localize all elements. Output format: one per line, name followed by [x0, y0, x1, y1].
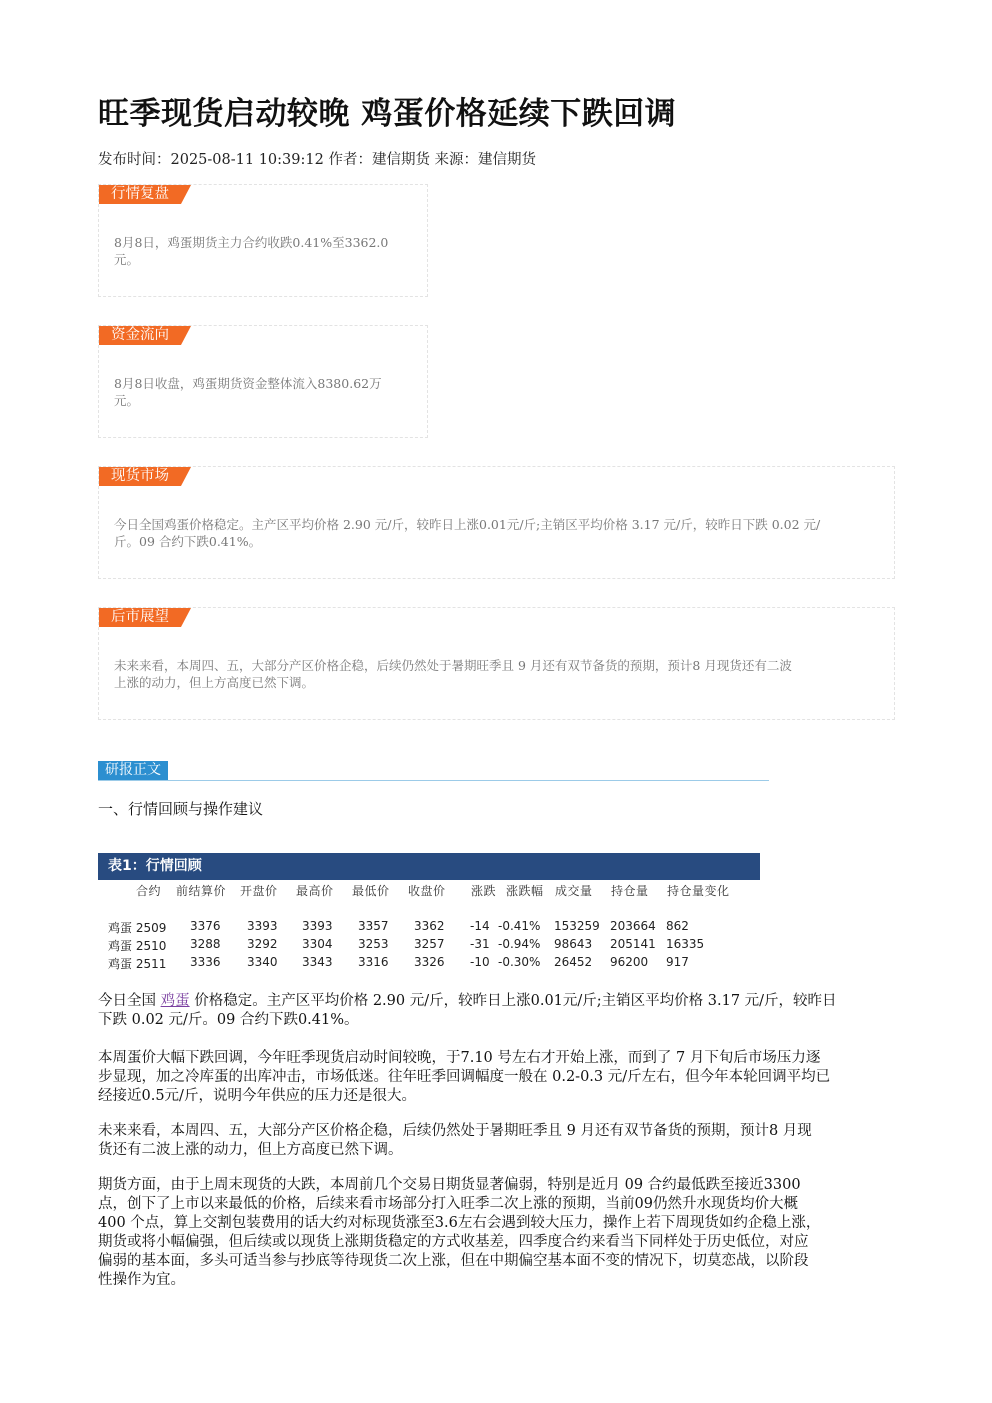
text-line: 步显现，加之冷库蛋的出库冲击，市场低迷。往年旺季回调幅度一般在 0.2-0.3 元/斤左右，但今年本轮回调平均已: [98, 1069, 831, 1085]
table-header-cell: 合约: [136, 884, 162, 898]
table-cell: 3393: [302, 919, 333, 933]
table-header-cell: 涨跌: [471, 884, 497, 898]
table-cell: 3376: [190, 919, 221, 933]
table-header-cell: 最高价: [296, 884, 334, 898]
box-text: [114, 234, 388, 268]
text-line: 今日全国鸡蛋价格稳定。主产区平均价格 2.90 元/斤，较昨日上涨0.01元/斤;主销区平均价格 3.17 元/斤，较昨日下跌 0.02 元/: [114, 517, 821, 532]
table-cell: 3362: [414, 919, 445, 933]
table-cell: 26452: [554, 955, 593, 969]
table-cell: 3336: [190, 955, 221, 969]
table-cell: 3340: [247, 955, 278, 969]
table-cell: -0.41%: [498, 919, 541, 933]
section-heading: 一、行情回顾与操作建议: [98, 800, 264, 818]
table-cell: 96200: [610, 955, 649, 969]
box-capital-flow: [98, 325, 428, 438]
table-row-contract: 鸡蛋 2509: [108, 921, 167, 935]
text-line: 经接近0.5元/斤，说明今年供应的压力还是很大。: [98, 1088, 416, 1104]
report-divider: [98, 780, 769, 781]
text-line: 偏弱的基本面，多头可适当参与抄底等待现货二次上涨，但在中期偏空基本面不变的情况下，切莫恋战，以阶段: [98, 1253, 809, 1269]
table-row-contract: 鸡蛋 2510: [108, 939, 167, 953]
table-cell: -31: [470, 937, 490, 951]
box-market-review: [98, 184, 428, 297]
table-cell: 917: [666, 955, 689, 969]
text-line: 货还有二波上涨的动力，但上方高度已然下调。: [98, 1142, 403, 1158]
table-header-cell: 前结算价: [176, 884, 227, 898]
table-cell: -10: [470, 955, 490, 969]
box-text: [114, 516, 820, 550]
table-cell: 3253: [358, 937, 389, 951]
table-cell: -0.94%: [498, 937, 541, 951]
text-line: 期货或将小幅偏强，但后续或以现货上涨期货稳定的方式收基差，四季度合约来看当下同样处于历史低位，对应: [98, 1234, 809, 1250]
table-header-cell: 最低价: [352, 884, 390, 898]
text-line: 未来来看，本周四、五，大部分产区价格企稳，后续仍然处于暑期旺季且 9 月还有双节备货的预期，预计8 月现: [98, 1123, 812, 1139]
text-line: 元。: [114, 252, 140, 267]
table-header-cell: 收盘价: [408, 884, 446, 898]
table-cell: 3288: [190, 937, 221, 951]
tag-capital-flow: 资金流向: [99, 326, 181, 345]
text-line: 8月8日，鸡蛋期货主力合约收跌0.41%至3362.0: [114, 235, 389, 250]
paragraph-4: [98, 1176, 894, 1290]
table-cell: 205141: [610, 937, 656, 951]
text-line: 性操作为宜。: [98, 1272, 185, 1288]
text-line: 400 个点，算上交割包装费用的话大约对标现货涨至3.6左右会遇到较大压力，操作上若下周现货如约企稳上涨，: [98, 1215, 821, 1231]
box-text: [114, 657, 792, 691]
paragraph-3: [98, 1122, 894, 1160]
table-title: 表1：行情回顾: [98, 853, 760, 880]
text-line: 未来来看，本周四、五，大部分产区价格企稳，后续仍然处于暑期旺季且 9 月还有双节备货的预期，预计8 月现货还有二波: [114, 658, 792, 673]
text-line: 本周蛋价大幅下跌回调，今年旺季现货启动时间较晚，于7.10 号左右才开始上涨，而到了 7 月下旬后市场压力逐: [98, 1050, 821, 1066]
table-cell: -14: [470, 919, 490, 933]
table-cell: 3357: [358, 919, 389, 933]
table-cell: 3326: [414, 955, 445, 969]
box-outlook: [98, 607, 895, 720]
tag-spot-market: 现货市场: [99, 467, 181, 486]
paragraph-1: [98, 992, 894, 1030]
text-span: 今日全国: [98, 993, 161, 1009]
table-header-cell: 持仓量: [611, 884, 649, 898]
table-header-cell: 涨跌幅: [506, 884, 544, 898]
text-line: 期货方面，由于上周末现货的大跌，本周前几个交易日期货显著偏弱，特别是近月 09 合约最低跌至接近3300: [98, 1177, 801, 1193]
table-cell: 98643: [554, 937, 593, 951]
text-line: 点，创下了上市以来最低的价格，后续来看市场部分打入旺季二次上涨的预期，当前09仍然升水现货均价大概: [98, 1196, 798, 1212]
table-cell: 3316: [358, 955, 389, 969]
text-line: 元。: [114, 393, 140, 408]
table-header-cell: 成交量: [555, 884, 593, 898]
box-spot-market: [98, 466, 895, 579]
report-body-tag: 研报正文: [98, 761, 168, 780]
table-cell: 3343: [302, 955, 333, 969]
egg-link[interactable]: 鸡蛋: [160, 993, 190, 1009]
table-cell: 153259: [554, 919, 600, 933]
table-cell: 3304: [302, 937, 333, 951]
text-line: 8月8日收盘，鸡蛋期货资金整体流入8380.62万: [114, 376, 382, 391]
table-cell: 3393: [247, 919, 278, 933]
table-header-cell: 开盘价: [240, 884, 278, 898]
table-cell: 203664: [610, 919, 656, 933]
article-meta: 发布时间：2025-08-11 10:39:12 作者：建信期货 来源：建信期货: [98, 152, 537, 168]
table-row-contract: 鸡蛋 2511: [108, 957, 167, 971]
page-title: 旺季现货启动较晚 鸡蛋价格延续下跌回调: [98, 96, 677, 132]
report-body-bar: [98, 761, 769, 781]
text-line: [98, 992, 894, 1011]
table-cell: 3292: [247, 937, 278, 951]
paragraph-2: [98, 1049, 894, 1106]
box-text: [114, 375, 382, 409]
text-line: 上涨的动力，但上方高度已然下调。: [114, 675, 315, 690]
table-cell: 3257: [414, 937, 445, 951]
tag-market-review: 行情复盘: [99, 185, 181, 204]
table-cell: -0.30%: [498, 955, 541, 969]
table-cell: 862: [666, 919, 689, 933]
text-span: 价格稳定。主产区平均价格 2.90 元/斤，较昨日上涨0.01元/斤;主销区平均价格 3.17 元/斤，较昨日: [189, 993, 837, 1009]
text-line: 斤。09 合约下跌0.41%。: [114, 534, 262, 549]
table-header-cell: 持仓量变化: [667, 884, 730, 898]
table-cell: 16335: [666, 937, 705, 951]
tag-outlook: 后市展望: [99, 608, 181, 627]
text-line: 下跌 0.02 元/斤。09 合约下跌0.41%。: [98, 1012, 359, 1028]
